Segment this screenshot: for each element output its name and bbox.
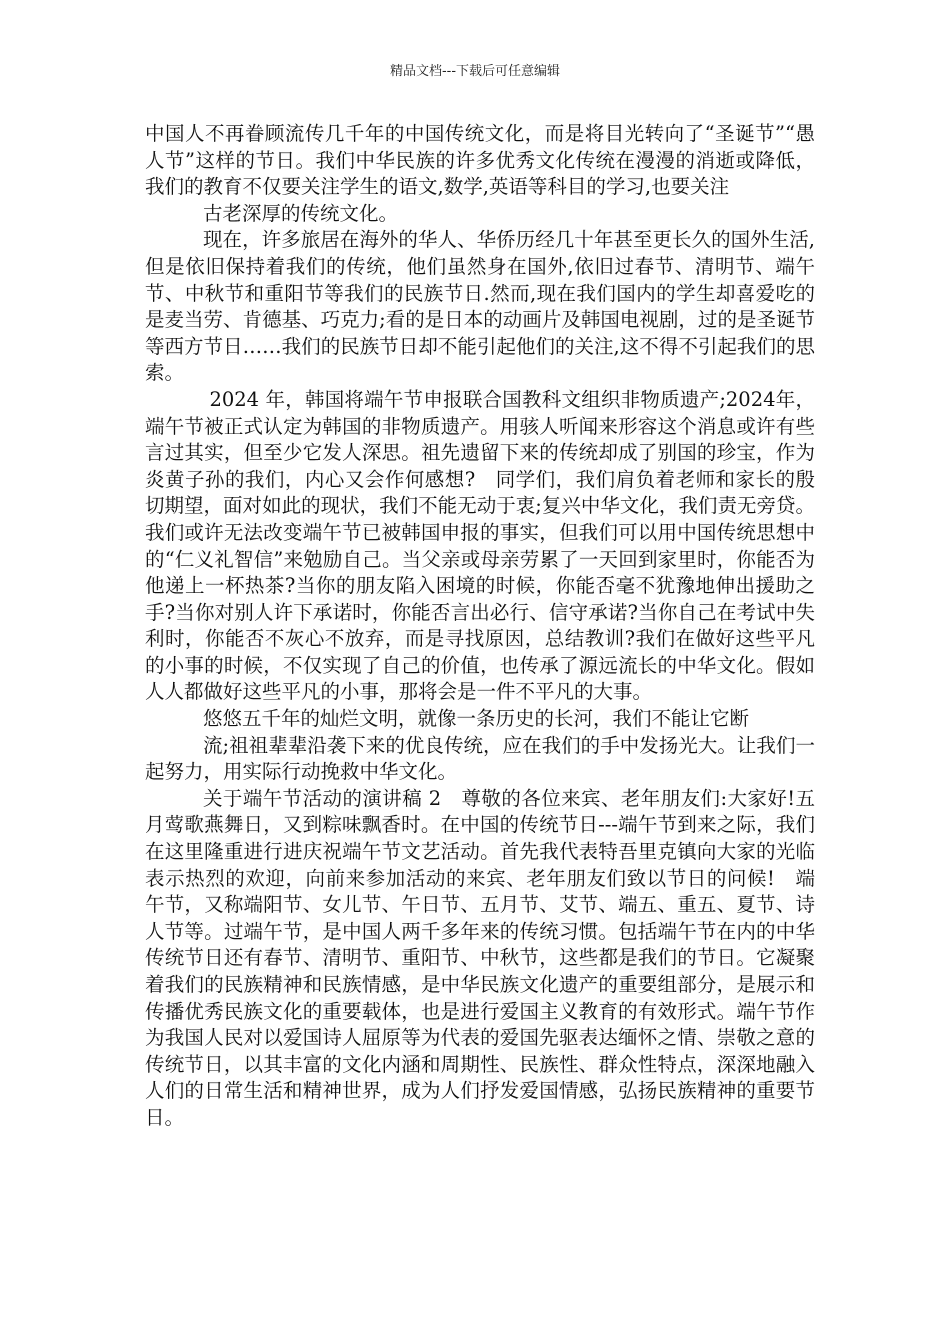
paragraph-speech-2: 关于端午节活动的演讲稿 2 尊敬的各位来宾、老年朋友们:大家好!五月莺歌燕舞日，又到粽味飘香时。在中国的传统节日---端午节到来之际，我们在这里隆重进行进庆祝端午节文艺活动。首先我代表特吾里克镇向大家的光临表示热烈的欢迎，向前来参加活动的来宾、老年朋友们致以节日的问候! 端午节，又称端阳节、女儿节、午日节、五月节、艾节、端五、重五、夏节、诗人节等。过端午节，是中国人两千多年来的传统习惯。包括端午节在内的中华传统节日还有春节、清明节、重阳节、中秋节，这些都是我们的节日。它凝聚着我们的民族精神和民族情感，是中华民族文化遗产的重要组部分，是展示和传播优秀民族文化的重要载体，也是进行爱国主义教育的有效形式。端午节作为我国人民对以爱国诗人屈原等为代表的爱国先驱表达缅怀之情、崇敬之意的传统节日，以其丰富的文化内涵和周期性、民族性、群众性特点，深深地融入人们的日常生活和精神世界，成为人们抒发爱国情感，弘扬民族精神的重要节日。 [145, 786, 815, 1129]
paragraph-civilization: 悠悠五千年的灿烂文明，就像一条历史的长河，我们不能让它断 [203, 707, 750, 731]
document-body [145, 121, 815, 1132]
page-header: 精品文档---下载后可任意编辑 [389, 64, 561, 79]
paragraph-traditional-culture: 古老深厚的传统文化。 [203, 201, 399, 225]
paragraph-tradition-continue: 流;祖祖辈辈沿袭下来的优良传统，应在我们的手中发扬光大。让我们一起努力，用实际行动挽救中华文化。 [145, 733, 815, 784]
paragraph-intro: 中国人不再眷顾流传几千年的中国传统文化，而是将目光转向了“圣诞节”“愚人节”这样的节日。我们中华民族的许多优秀文化传统在漫漫的消逝或降低，我们的教育不仅要关注学生的语文,数学,英语等科目的学习,也要关注 [145, 122, 815, 199]
paragraph-korea-heritage: 2024 年，韩国将端午节申报联合国教科文组织非物质遗产;2024年，端午节被正式认定为韩国的非物质遗产。用骇人听闻来形容这个消息或许有些言过其实，但至少它发人深思。祖先遗留下来的传统却成了别国的珍宝，作为炎黄子孙的我们，内心又会作何感想? 同学们，我们肩负着老师和家长的殷切期望，面对如此的现状，我们不能无动于衷;复兴中华文化，我们责无旁贷。我们或许无法改变端午节已被韩国申报的事实，但我们可以用中国传统思想中的“仁义礼智信”来勉励自己。当父亲或母亲劳累了一天回到家里时，你能否为他递上一杯热茶?当你的朋友陷入困境的时候，你能否毫不犹豫地伸出援助之手?当你对别人许下承诺时，你能否言出必行、信守承诺?当你自己在考试中失利时，你能否不灰心不放弃，而是寻找原因，总结教训?我们在做好这些平凡的小事的时候，不仅实现了自己的价值，也传承了源远流长的中华文化。假如人人都做好这些平凡的小事，那将会是一件不平凡的大事。 [145, 387, 815, 704]
paragraph-overseas-chinese: 现在，许多旅居在海外的华人、华侨历经几十年甚至更长久的国外生活,但是依旧保持着我们的传统，他们虽然身在国外,依旧过春节、清明节、端午节、中秋节和重阳节等我们的民族节日.然而,现在我们国内的学生却喜爱吃的是麦当劳、肯德基、巧克力;看的是日本的动画片及韩国电视剧，过的是圣诞节等西方节日……我们的民族节日却不能引起他们的关注,这不得不引起我们的思索。 [145, 228, 815, 385]
